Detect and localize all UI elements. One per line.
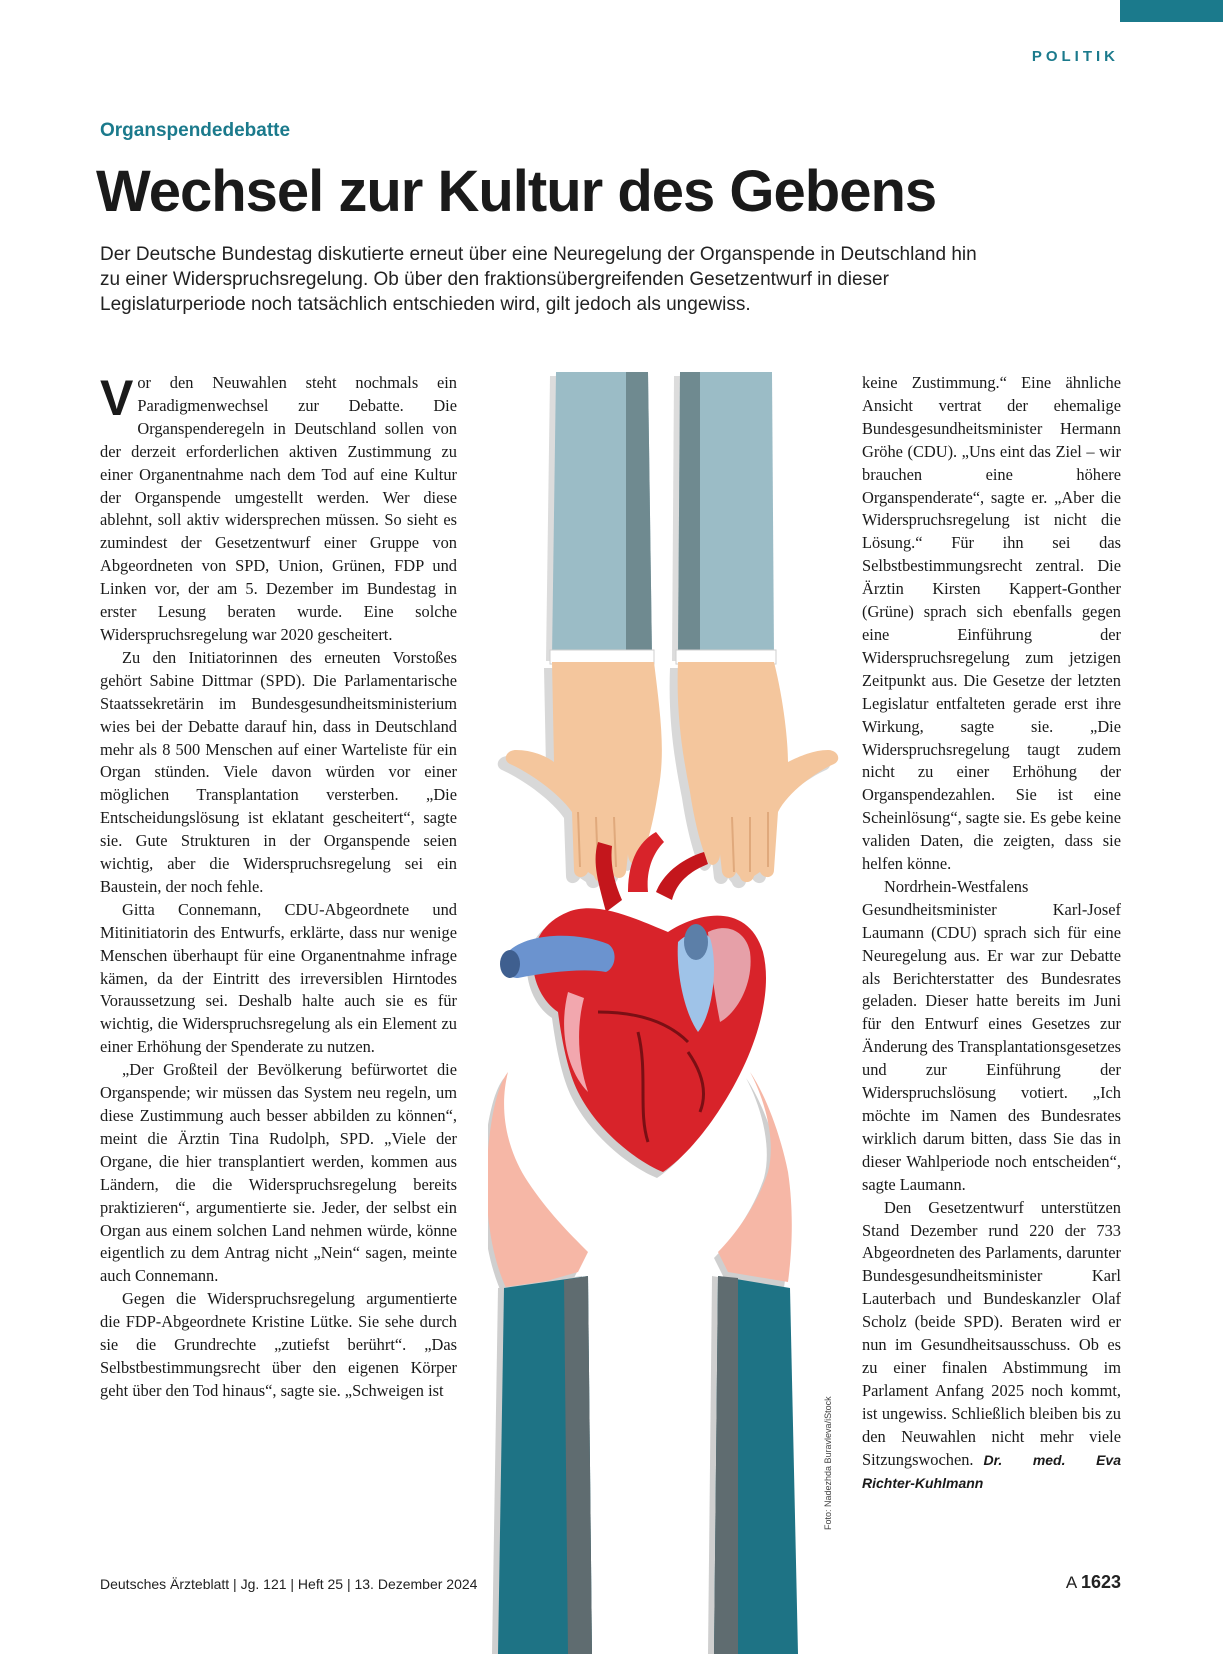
- paragraph-1: [100, 372, 457, 647]
- paragraph-5: Gegen die Widerspruchsregelung argumentierte die FDP-Abgeordnete Kristine Lütke. Sie sehe durch sie die Grundrechte „zutiefst berührt“. „Das Selbstbestimmungsrecht über den eigenen Körper geht über den Tod hinaus“, sagte sie. „Schweigen ist: [100, 1289, 457, 1400]
- kicker: Organspendedebatte: [100, 120, 291, 141]
- paragraph-5-continued: keine Zustimmung.“ Eine ähnliche Ansicht vertrat der ehemalige Bundesgesundheitsminister Hermann Gröhe (CDU). „Uns eint das Ziel – wir brauchen eine höhere Organspenderate“, sagte er. „Aber die Widerspruchsregelung ist nicht die Lösung.“ Für ihn sei das Selbstbestimmungsrecht zentral. Die Ärztin Kirsten Kappert-Gonther (Grüne) sprach sich ebenfalls gegen eine Einführung der Widerspruchsregelung zum jetzigen Zeitpunkt aus. Die Gesetze der letzten Legislatur entfalteten gerade erst ihre Wirkung, sagte sie. „Die Widerspruchsregelung taugt zudem nicht zu einer Erhöhung der Organspendezahlen. Sie ist eine Scheinlösung“, sagte sie. Es gebe keine validen Daten, die zeigten, dass sie helfen könne.: [862, 373, 1121, 874]
- paragraph-1-text: or den Neuwahlen steht nochmals ein Paradigmenwechsel zur Debatte. Die Organspenderegeln in Deutschland sollen von der derzeit erforderlichen aktiven Zustimmung zu einer Organentnahme nach dem Tod auf eine Kultur der Organspende umgestellt werden. Wer diese ablehnt, soll aktiv widersprechen müssen. So sieht es zumindest der Gesetzentwurf einer Gruppe von Abgeordneten von SPD, Union, Grünen, FDP und Linken vor, der am 5. Dezember im Bundestag in erster Lesung beraten wurde. Eine solche Widerspruchsregelung war 2020 gescheitert.: [100, 373, 457, 644]
- section-label: POLITIK: [1031, 48, 1119, 65]
- article-column-left: [100, 372, 457, 1403]
- lead-paragraph: Der Deutsche Bundestag diskutierte erneut über eine Neuregelung der Organspende in Deutschland hin zu einer Widerspruchsregelung. Ob über den fraktionsübergreifenden Gesetzentwurf in dieser Legislaturperiode noch tatsächlich entschieden wird, gilt jedoch als ungewiss.: [100, 244, 977, 315]
- paragraph-2: Zu den Initiatorinnen des erneuten Vorstoßes gehört Sabine Dittmar (SPD). Die Parlamentarische Staatssekretärin im Bundesgesundheitsministerium wies bei der Debatte darauf hin, dass in Deutschland mehr als 8 500 Menschen auf einer Warteliste für ein Organ stünden. Viele davon würden vor einer möglichen Transplantation versterben. „Die Entscheidungslösung ist eklatant gescheitert“, sagte sie. Gute Strukturen in der Organspende seien wichtig, aber die Widerspruchsregelung sei ein Baustein, der noch fehle.: [100, 647, 457, 896]
- heart-hands-illustration: [488, 372, 848, 1654]
- paragraph-7-text: Den Gesetzentwurf unterstützen Stand Dezember rund 220 der 733 Abgeordneten des Parlaments, darunter Bundesgesundheitsminister Karl Lauterbach und Bundeskanzler Olaf Scholz (beide SPD). Beraten wird er nun im Gesundheitsausschuss. Ob es zu einer finalen Abstimmung im Parlament Anfang 2025 noch kommt, ist ungewiss. Schließlich bleiben bis zu den Neuwahlen nicht mehr viele Sitzungswochen.: [862, 1197, 1121, 1469]
- lower-right-sleeve: [708, 1276, 798, 1654]
- lower-left-sleeve: [492, 1276, 592, 1654]
- headline: Wechsel zur Kultur des Gebens: [96, 159, 937, 224]
- upper-right-hand: [670, 662, 839, 888]
- lower-right-hand: [714, 1072, 792, 1288]
- page-number-footer: [1066, 1572, 1121, 1593]
- page-prefix: A: [1065, 1573, 1077, 1592]
- author-byline: Dr. med. Eva Richter-Kuhlmann: [862, 1451, 1121, 1491]
- accent-bar: [1120, 0, 1223, 22]
- paragraph-6: Nordrhein-Westfalens Gesundheitsminister Karl-Josef Laumann (CDU) sprach sich für eine Neuregelung aus. Er war zur Debatte als Berichterstatter des Bundesrates geladen. Dieser hatte bereits im Juni für den Entwurf eines Gesetzes zur Änderung des Transplantationsgesetzes und zur Einführung der Widerspruchslösung votiert. „Ich möchte im Namen des Bundesrates wirklich darum bitten, dass Sie das in dieser Wahlperiode noch entscheiden“, sagte Laumann.: [862, 876, 1121, 1194]
- photo-credit: Foto: Nadezhda Buravleva/iStock: [823, 1396, 833, 1530]
- paragraph-7: [862, 1197, 1121, 1495]
- page-number: 1623: [1080, 1572, 1121, 1592]
- paragraph-3: Gitta Connemann, CDU-Abgeordnete und Mitinitiatorin des Entwurfs, erklärte, dass nur wenige Menschen überhaupt für eine Organentnahme infrage kämen, da der Eintritt des irreversiblen Hirntodes Voraussetzung sei. Deshalb halte auch sie es für wichtig, die Widerspruchsregelung als ein Element zu einer Erhöhung der Spenderate zu nutzen.: [100, 899, 457, 1057]
- lower-left-hand: [488, 1072, 588, 1298]
- publication-footer: Deutsches Ärzteblatt | Jg. 121 | Heft 25 | 13. Dezember 2024: [100, 1576, 478, 1592]
- upper-left-sleeve: [546, 372, 654, 664]
- heart: [500, 832, 766, 1178]
- paragraph-4: „Der Großteil der Bevölkerung befürwortet die Organspende; wir müssen das System neu regeln, um diese Zustimmung auch besser abbilden zu können“, meint die Ärztin Tina Rudolph, SPD. „Viele der Organe, die hier transplantiert werden, kommen aus Ländern, die die Widerspruchsregelung bereits praktizieren“, argumentierte sie. Jeder, der selbst ein Organ aus einem solchen Land nehmen würde, könne eigentlich zu dem Antrag nicht „Nein“ sagen, meinte auch Connemann.: [100, 1060, 457, 1286]
- upper-right-sleeve: [672, 372, 776, 664]
- article-column-right: [862, 372, 1121, 1494]
- drop-cap: V: [100, 370, 134, 426]
